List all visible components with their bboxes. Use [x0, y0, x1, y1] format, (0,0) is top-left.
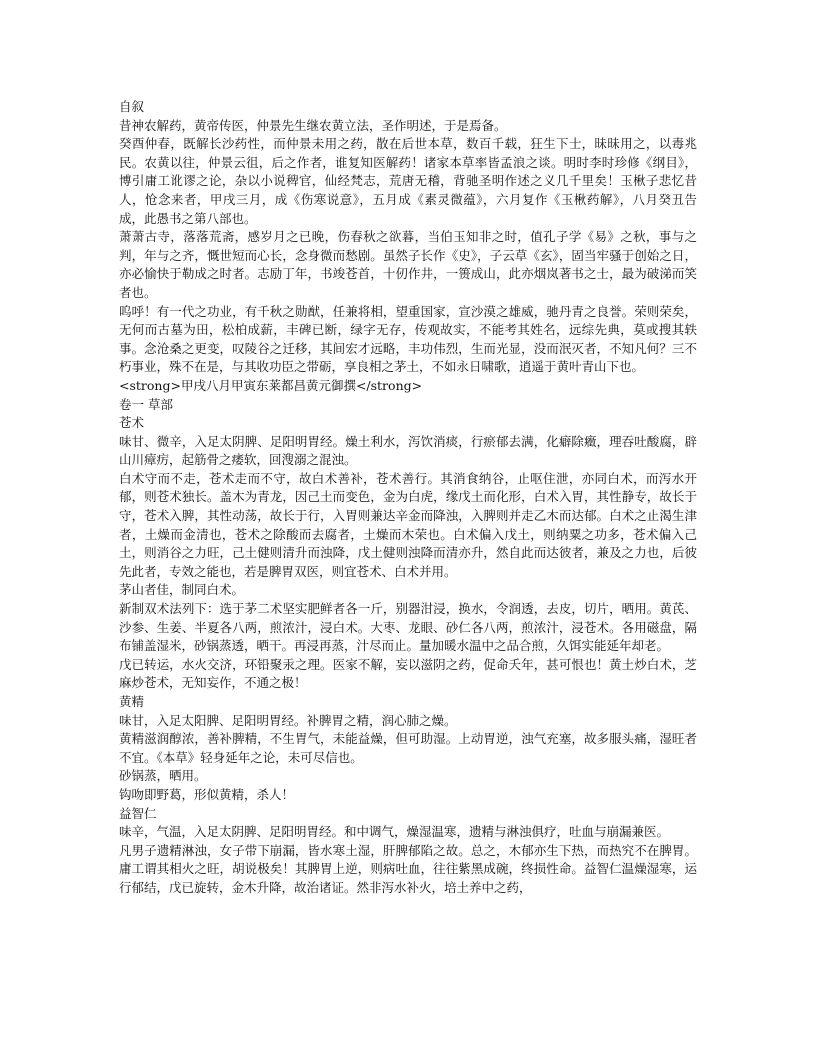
paragraph: 昔神农解药，黄帝传医，仲景先生继农黄立法，圣作明述，于是焉备。: [119, 117, 507, 133]
paragraph: 新制双术法列下：选于茅二术坚实肥鲜者各一斤，别器泔浸，换水，令润透，去皮，切片，晒用。黄芪、沙参、生姜、半夏各八两，煎浓汁，浸白术。大枣、龙眼、砂仁各八两，煎浓汁，浸苍术。各用磁盘，隔布铺盖湿米，砂锅蒸透，晒干。再浸再蒸，汁尽而止。量加暖水温中之品合煎，久饵实能延年却老。: [119, 601, 697, 654]
herb-heading-huangjing: 黄精: [119, 694, 145, 709]
paragraph: 钩吻即野葛，形似黄精，杀人！: [119, 786, 295, 802]
paragraph: 味辛，气温，入足太阴脾、足阳明胃经。和中调气，燥湿温寒，遗精与淋浊俱疗，吐血与崩漏兼医。: [119, 824, 670, 840]
herb-heading-yizhiren: 益智仁: [119, 805, 157, 821]
paragraph: 味甘、微辛，入足太阴脾、足阳明胃经。燥土利水，泻饮消痰，行瘀郁去满，化癖除癥，理吞吐酸腐，辟山川瘴疠，起筋骨之痿软，回溲溺之混浊。: [119, 433, 697, 468]
signature-line: <strong>甲戌八月甲寅东莱都昌黄元御撰</strong>: [119, 377, 423, 393]
herb-heading-cangzhu: 苍术: [119, 415, 145, 431]
document-page: [119, 98, 697, 898]
paragraph: 茅山者佳，制同白术。: [119, 582, 245, 598]
paragraph: 戊已转运，水火交济，环铅聚汞之理。医家不解，妄以滋阴之药，促命夭年，甚可恨也！黄土炒白术，芝麻炒苍术，无知妄作，不通之极！: [119, 656, 697, 691]
paragraph: 味甘，入足太阳脾、足阳明胃经。补脾胃之精，润心肺之燥。: [119, 712, 457, 728]
paragraph: 癸酉仲春，既解长沙药性，而仲景未用之药，散在后世本草，数百千载，狂生下士，昧昧用之，以毒兆民。农黄以往，仲景云徂，后之作者，谁复知医解药！诸家本草率皆孟浪之谈。明时李时珍修《纲目》，博引庸工讹谬之论，杂以小说稗官，仙经梵志，荒唐无稽，背驰圣明作述之义几千里矣！玉楸子悲忆昔人，怆念来者，甲戌三月，成《伤寒说意》，五月成《素灵微蕴》，六月复作《玉楸药解》，八月癸丑告成，此愚书之第八部也。: [119, 136, 697, 226]
paragraph: 黄精滋润醇浓，善补脾精，不生胃气，未能益燥，但可助湿。上动胃逆，浊气充塞，故多服头痛，湿旺者不宜。《本草》轻身延年之论，未可尽信也。: [119, 731, 697, 765]
paragraph: 白术守而不走，苍术走而不守，故白术善补，苍术善行。其消食纳谷，止呕住泄，亦同白术，而泻水开郁，则苍术独长。盖木为青龙，因己土而变色，金为白虎，缘戊土而化形，白术入胃，其性静专，故长于守，苍术入脾，其性动荡，故长于行，入胃则兼达辛金而降浊，入脾则并走乙木而达郁。白术之止渴生津者，土燥而金清也，苍术之除酸而去腐者，土燥而木荣也。白术偏入戊土，则纳粟之功多，苍术偏入己土，则消谷之力旺，己土健则清升而浊降，戊土健则浊降而清亦升，然自此而达彼者，兼及之力也，后彼先此者，专效之能也，若是脾胃双医，则宜苍术、白术并用。: [119, 470, 697, 579]
paragraph: 萧萧古寺，落落荒斋，感岁月之已晚，伤春秋之欲暮，当伯玉知非之时，值孔子学《易》之秋，事与之判，年与之齐，慨世短而心长，念身微而愁剧。虽然子长作《史》，子云草《玄》，固当牢骚于创始之日，亦必愉快于勒成之时者。志励丁年，书竣苍首，十仞作井，一篑成山，此亦烟岚著书之士，最为破涕而笑者也。: [119, 229, 697, 300]
paragraph: 凡男子遗精淋浊，女子带下崩漏，皆水寒土湿，肝脾郁陷之故。总之，木郁亦生下热，而热究不在脾胃。庸工谓其相火之旺，胡说极矣！其脾胃上逆，则病吐血，往往紫黑成碗，终损性命。益智仁温燥湿寒，运行郁结，戊已旋转，金木升降，故治诸证。然非泻水补火，培土养中之药，: [119, 842, 697, 895]
volume-heading: 卷一 草部: [119, 396, 173, 412]
preface-title: 自叙: [119, 99, 145, 114]
paragraph: 砂锅蒸，晒用。: [119, 768, 207, 784]
paragraph: 呜呼！有一代之功业，有千秋之勋猷，任兼将相，望重国家，宣沙漠之雄威，驰丹青之良誉。荣则荣矣，无何而古墓为田，松柏成薪，丰碑已断，绿字无存，传观故实，不能考其姓名，远综先典，莫或搜其轶事。念沧桑之更变，叹陵谷之迁移，其间宏才远略，丰功伟烈，生而光显，没而泯灭者，不知凡何？三不朽事业，殊不在是，与其收功臣之带砺，享良相之茅土，不如永日啸歌，逍遥于黄叶青山下也。: [119, 303, 697, 375]
